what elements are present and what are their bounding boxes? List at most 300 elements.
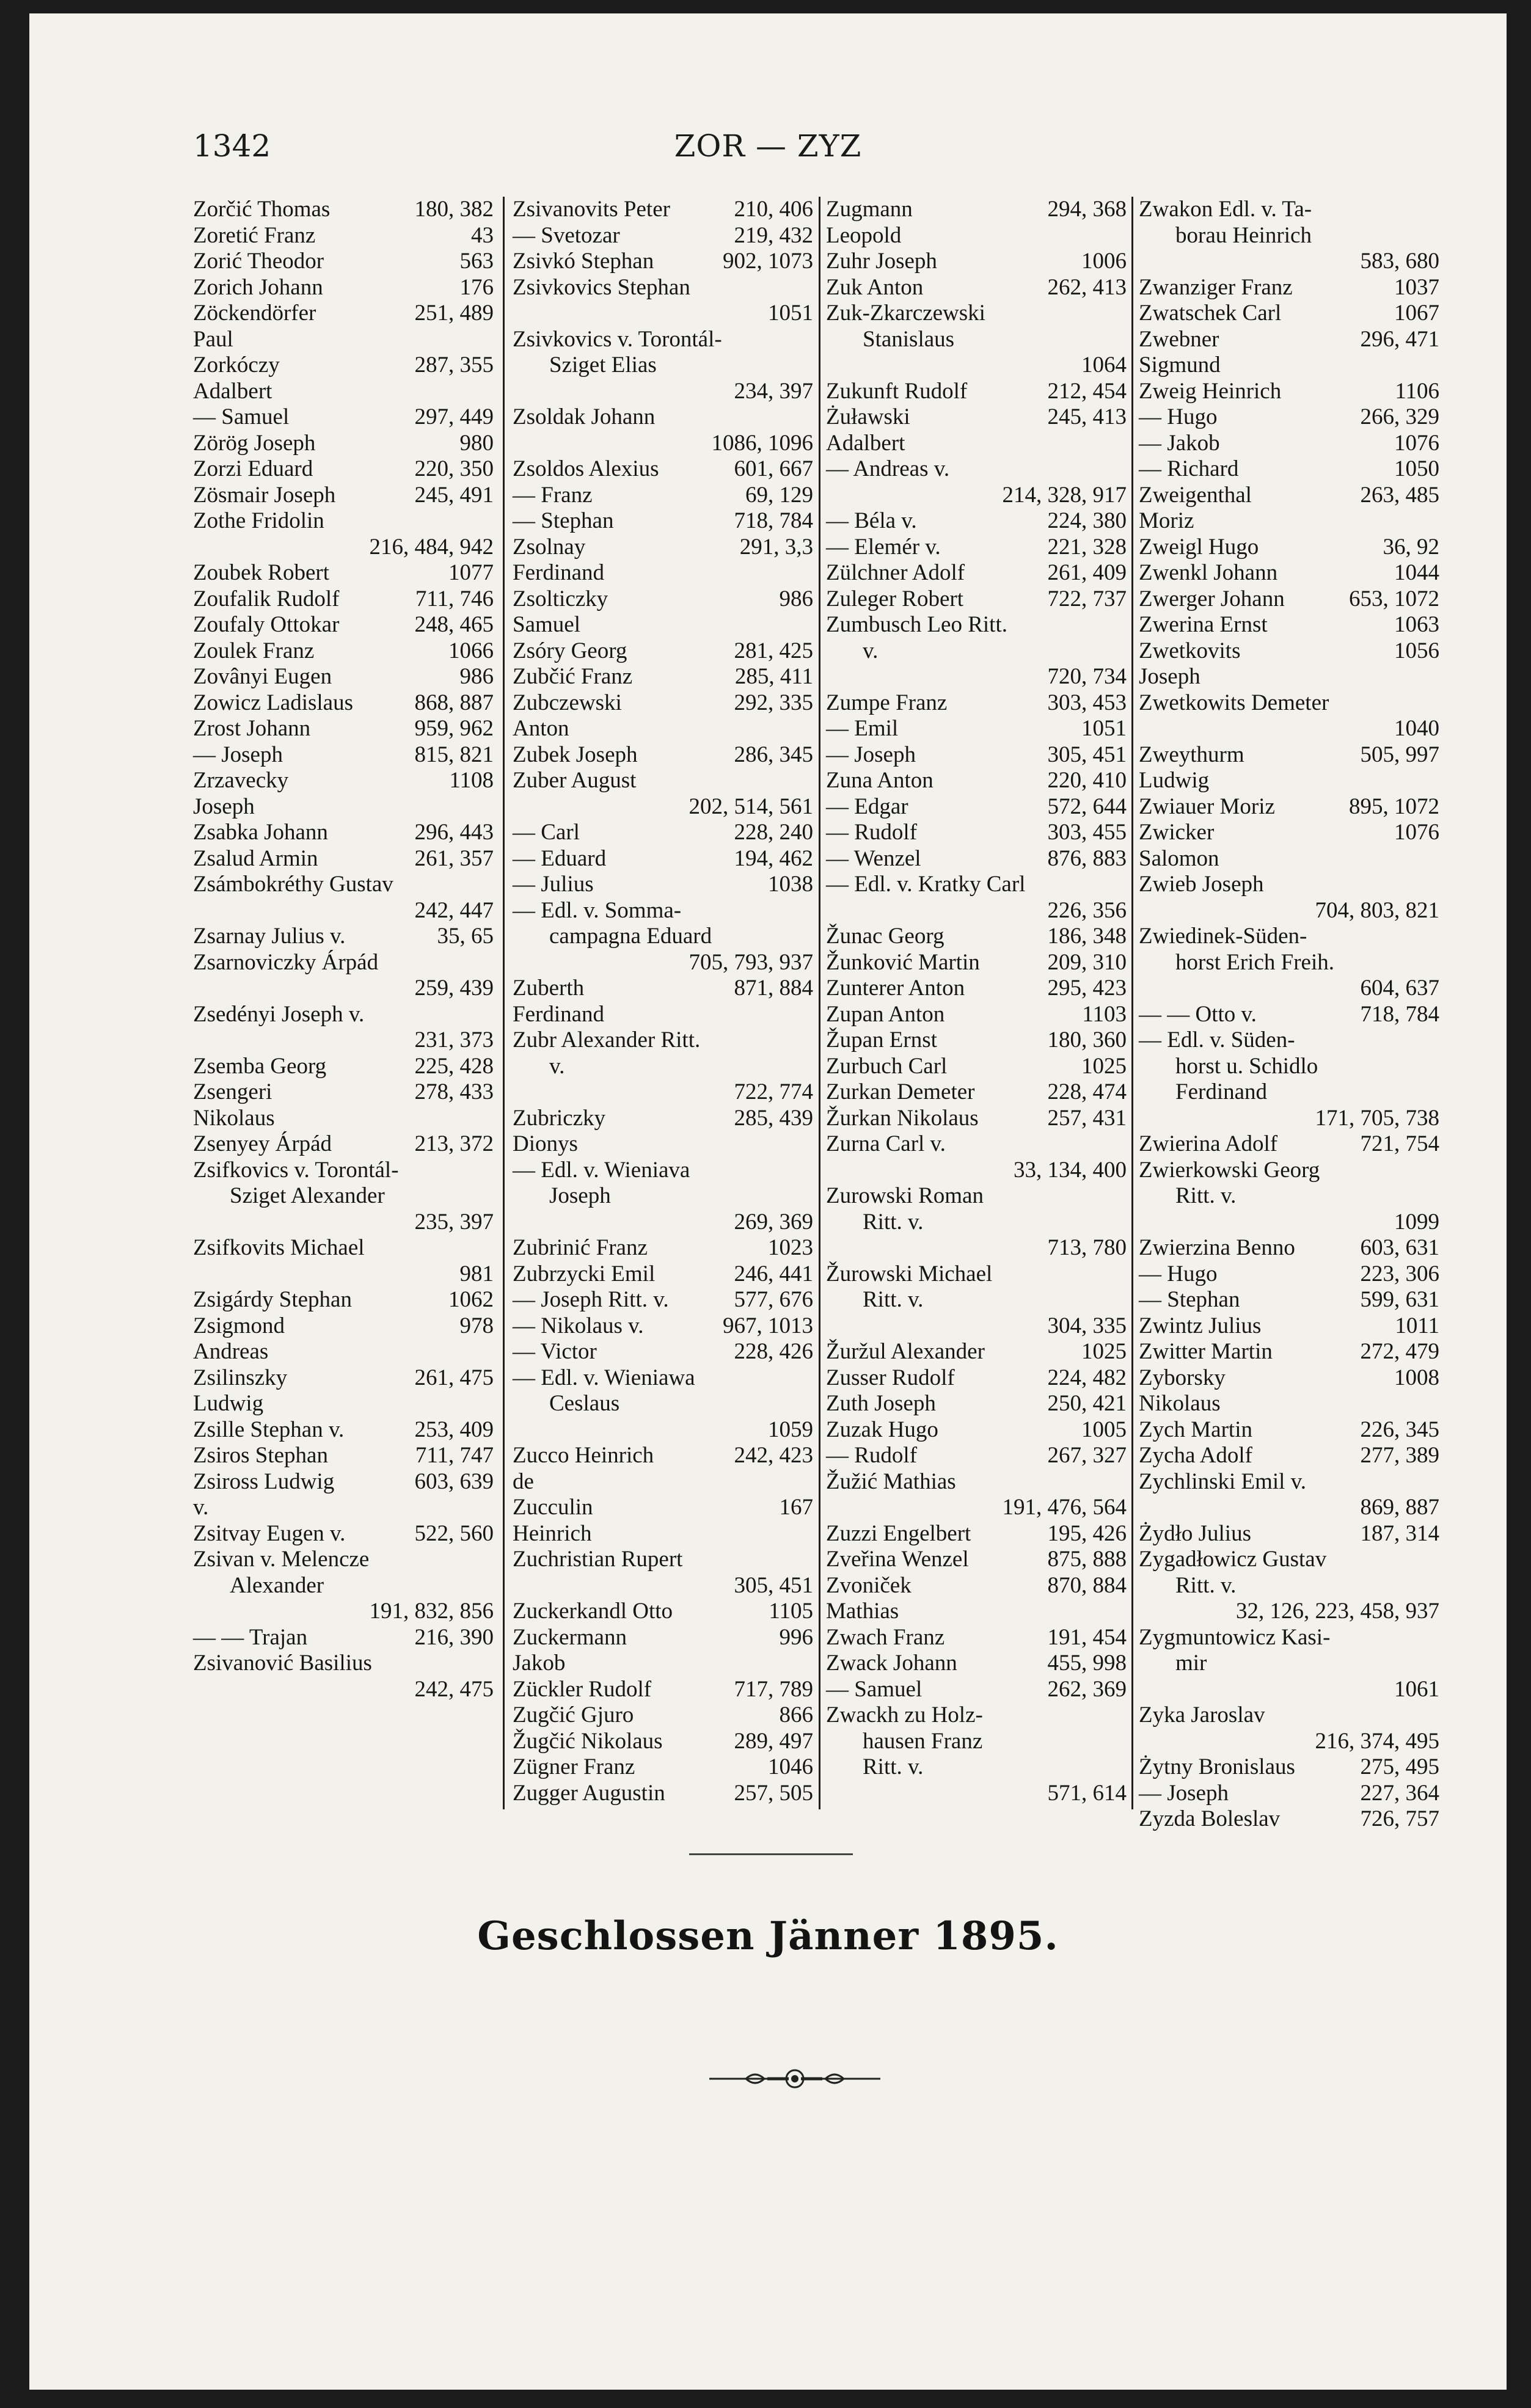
entry-name: Zuna Anton [826,768,934,793]
entry-name: Zülchner Adolf [826,560,965,585]
entry-page-numbers: 705, 793, 937 [689,949,813,975]
entry-page-numbers: 304, 335 [1047,1313,1127,1338]
index-entry [513,197,813,223]
index-entry [513,508,813,535]
entry-name: — Samuel [826,1676,923,1702]
index-entry [1139,1625,1439,1703]
entry-page-numbers: 296, 443 [414,820,494,845]
entry-name-continuation: mir [1175,1651,1207,1676]
entry-name: Zsitvay Eugen v. [193,1520,346,1546]
entry-page-numbers: 214, 328, 917 [1002,482,1127,508]
entry-page-numbers: 522, 560 [414,1520,494,1546]
entry-page-numbers: 1011 [1395,1313,1439,1338]
entry-page-numbers: 870, 884 [1047,1572,1127,1598]
index-entry [193,690,494,717]
entry-name: Zwenkl Johann [1139,560,1278,585]
index-entry [193,508,494,560]
index-entry [826,742,1127,768]
entry-page-numbers: 815, 821 [414,742,494,767]
index-entry [826,1573,1127,1625]
entry-page-numbers: 286, 345 [734,742,813,767]
index-entry [513,1495,813,1547]
entry-name: Zurkan Demeter [826,1079,975,1104]
entry-page-numbers: 986 [779,586,813,611]
entry-page-numbers: 1062 [448,1287,494,1312]
entry-page-numbers: 191, 832, 856 [369,1599,494,1624]
entry-page-numbers: 717, 789 [734,1676,813,1702]
entry-name: Zveřina Wenzel [826,1547,969,1572]
entry-page-numbers: 186, 348 [1047,924,1127,949]
entry-page-numbers: 219, 432 [734,222,813,248]
entry-page-numbers: 294, 368 [1047,197,1127,222]
entry-name: Zsigárdy Stephan [193,1287,352,1312]
index-entry [1139,1443,1439,1469]
entry-name: Zwatschek Carl [1139,301,1282,326]
entry-page-numbers: 167 [779,1495,813,1520]
index-entry [513,768,813,820]
index-entry [513,1754,813,1781]
entry-page-numbers: 291, 3,3 [739,534,813,560]
index-entry [193,742,494,768]
entry-name: Zowicz Ladislaus [193,690,353,715]
entry-page-numbers: 981 [459,1261,494,1286]
entry-name: Zyka Jaroslav [1139,1702,1265,1728]
entry-page-numbers: 33, 134, 400 [1014,1157,1127,1183]
index-entry [193,924,494,950]
index-entry [826,404,1127,456]
entry-name: Zsivkovics v. Torontál- [513,326,722,352]
entry-name: Zurowski Roman [826,1183,984,1208]
index-entry [826,1261,1127,1340]
entry-name: Zucculin Heinrich [513,1495,593,1546]
index-entry [1139,560,1439,586]
index-entry [826,1391,1127,1417]
entry-page-numbers: 262, 369 [1047,1676,1127,1702]
index-entry [513,456,813,483]
index-entry [513,820,813,846]
entry-name: — Joseph [1139,1780,1229,1806]
entry-name: Zubek Joseph [513,742,638,767]
index-entry [1139,1235,1439,1261]
page-number: 1342 [193,128,271,164]
index-entry [193,1417,494,1443]
entry-name: — Elemér v. [826,534,941,560]
entry-name: Zygmuntowicz Kasi- [1139,1624,1331,1650]
entry-page-numbers: 583, 680 [1360,249,1439,274]
index-entry [193,404,494,431]
entry-page-numbers: 1051 [768,301,813,326]
entry-name: Zuber August [513,768,637,793]
entry-name: Zychlinski Emil v. [1139,1469,1307,1494]
entry-name: Zothe Fridolin [193,508,324,533]
index-entry [1139,924,1439,1002]
entry-page-numbers: 245, 413 [1047,404,1127,429]
entry-name: Zsivanović Basilius [193,1651,372,1676]
index-entry [826,1183,1127,1261]
entry-page-numbers: 242, 475 [414,1676,494,1702]
entry-name: Zumpe Franz [826,690,948,715]
entry-name: Zsifkovits Michael [193,1235,365,1260]
index-entry [513,1625,813,1677]
entry-name: — Julius [513,872,594,897]
index-entry [826,197,1127,249]
index-entry [513,690,813,742]
index-entry [193,1547,494,1625]
index-entry [1139,483,1439,535]
entry-page-numbers: 69, 129 [745,482,813,508]
index-entry [1139,690,1439,742]
entry-page-numbers: 246, 441 [734,1261,813,1286]
index-entry [513,1365,813,1443]
entry-page-numbers: 1063 [1394,612,1439,637]
index-entry [826,716,1127,742]
page-header [29,117,1507,184]
entry-name: Zorčić Thomas [193,197,331,222]
entry-name: Zwebner Sigmund [1139,326,1221,378]
index-entry [513,976,813,1027]
index-entry [513,1106,813,1158]
index-entry [826,1417,1127,1443]
index-entry [193,950,494,1002]
entry-page-numbers: 1006 [1081,249,1127,274]
entry-name: — Nikolaus v. [513,1313,644,1338]
index-entry [193,872,494,924]
index-entry [1139,1131,1439,1158]
entry-name: Zusser Rudolf [826,1365,955,1390]
index-entry [1139,586,1439,613]
index-column-4 [1139,197,1439,1833]
entry-page-numbers: 296, 471 [1360,326,1439,352]
entry-name: Zsivan v. Melencze [193,1547,370,1572]
entry-name: Zuchristian Rupert [513,1547,683,1572]
index-entry [193,1521,494,1547]
entry-page-numbers: 1025 [1081,1339,1127,1364]
index-entry [826,508,1127,535]
entry-name: — Carl [513,820,580,845]
entry-page-numbers: 221, 328 [1047,534,1127,560]
entry-page-numbers: 868, 887 [414,690,494,715]
entry-page-numbers: 180, 382 [414,197,494,222]
entry-name: Zweigenthal Moriz [1139,482,1252,533]
index-entry [1139,1547,1439,1625]
index-entry [826,249,1127,275]
entry-page-numbers: 202, 514, 561 [689,794,813,819]
entry-name: Zsigmond Andreas [193,1313,285,1364]
index-entry [826,560,1127,586]
entry-page-numbers: 226, 356 [1047,897,1127,923]
entry-page-numbers: 653, 1072 [1349,586,1439,611]
entry-name: Zuckermann Jakob [513,1624,627,1676]
entry-page-numbers: 603, 631 [1360,1235,1439,1260]
entry-page-numbers: 225, 428 [414,1053,494,1079]
index-entry [513,664,813,690]
index-entry [513,638,813,665]
entry-page-numbers: 212, 454 [1047,378,1127,404]
entry-page-numbers: 248, 465 [414,612,494,637]
entry-name: Zweig Heinrich [1139,378,1282,404]
entry-page-numbers: 263, 485 [1360,482,1439,508]
entry-page-numbers: 869, 887 [1360,1495,1439,1520]
entry-name: Zsóry Georg [513,638,627,663]
entry-name-continuation: Ritt. v. [1175,1183,1237,1208]
entry-name: Zsiross Ludwig v. [193,1469,335,1520]
entry-page-numbers: 1066 [448,638,494,663]
entry-name: — Samuel [193,404,290,429]
index-entry [193,638,494,665]
entry-name: Zsiros Stephan [193,1443,328,1468]
entry-name: Zukunft Rudolf [826,378,968,404]
entry-page-numbers: 1099 [1394,1209,1439,1235]
entry-name: — Hugo [1139,1261,1218,1286]
entry-name: Zubriczky Dionys [513,1105,606,1156]
entry-name-continuation: horst u. Schidlo [1175,1053,1318,1079]
index-entry [513,1158,813,1236]
entry-name: Zsalud Armin [193,845,318,871]
index-entry [826,1677,1127,1703]
index-entry [826,1365,1127,1392]
index-entry [826,456,1127,508]
entry-page-numbers: 213, 372 [414,1131,494,1156]
index-entry [513,872,813,898]
entry-page-numbers: 285, 439 [734,1105,813,1131]
entry-page-numbers: 711, 747 [415,1443,494,1468]
entry-name-continuation: Ceslaus [549,1391,620,1416]
entry-name: Žuržul Alexander [826,1339,985,1364]
index-entry [1139,456,1439,483]
entry-name: — Eduard [513,845,607,871]
entry-name: Žužić Mathias [826,1469,956,1494]
entry-name: Zumbusch Leo Ritt. [826,612,1007,637]
index-entry [513,249,813,275]
index-entry [826,872,1127,924]
entry-page-numbers: 228, 426 [734,1339,813,1364]
entry-page-numbers: 191, 454 [1047,1624,1127,1650]
entry-name: Zwerina Ernst [1139,612,1268,637]
entry-page-numbers: 1038 [768,872,813,897]
index-entry [1139,794,1439,820]
entry-page-numbers: 216, 390 [414,1624,494,1650]
entry-name: Zösmair Joseph [193,482,336,508]
entry-name: Zwanziger Franz [1139,274,1293,300]
index-entry [193,483,494,509]
entry-page-numbers: 303, 455 [1047,820,1127,845]
entry-name: Żytny Bronislaus [1139,1754,1295,1779]
column-divider [1131,197,1133,1809]
index-entry [513,1443,813,1495]
entry-name: — Franz [513,482,593,508]
index-entry [826,950,1127,976]
entry-name: Zugčić Gjuro [513,1702,634,1728]
index-entry [826,846,1127,872]
entry-page-numbers: 996 [779,1624,813,1650]
entry-name: Zurna Carl v. [826,1131,946,1156]
entry-page-numbers: 36, 92 [1383,534,1439,560]
index-entry [513,1313,813,1340]
entry-name: — Edl. v. Wieniawa [513,1365,695,1390]
entry-page-numbers: 721, 754 [1360,1131,1439,1156]
entry-page-numbers: 305, 451 [1047,742,1127,767]
index-entry [1139,1417,1439,1443]
index-entry [513,223,813,249]
entry-page-numbers: 1061 [1394,1676,1439,1702]
entry-name: Zwack Johann [826,1651,957,1676]
index-entry [1139,1365,1439,1417]
index-entry [513,1677,813,1703]
entry-name: Zsabka Johann [193,820,328,845]
index-entry [1139,1754,1439,1781]
entry-name: — Rudolf [826,820,918,845]
entry-name: Zwintz Julius [1139,1313,1262,1338]
entry-name: Zsolnay Ferdinand [513,534,605,585]
entry-page-numbers: 1103 [1082,1001,1127,1027]
entry-page-numbers: 234, 397 [734,378,813,404]
entry-name: Zuk-Zkarczewski [826,301,985,326]
index-entry [193,1002,494,1054]
entry-page-numbers: 195, 426 [1047,1520,1127,1546]
index-entry [193,1313,494,1365]
entry-page-numbers: 713, 780 [1047,1235,1127,1260]
entry-name: Zubčić Franz [513,664,633,689]
index-entry [513,535,813,586]
index-entry [1139,638,1439,690]
entry-name-continuation: hausen Franz [863,1728,983,1754]
entry-name: Zsenyey Árpád [193,1131,332,1156]
index-entry [513,1729,813,1755]
index-entry [826,1131,1127,1183]
entry-page-numbers: 875, 888 [1047,1547,1127,1572]
entry-name: Zügner Franz [513,1754,635,1779]
entry-name: Zsoldos Alexius [513,456,659,481]
entry-page-numbers: 257, 431 [1047,1105,1127,1131]
entry-name: Zupan Anton [826,1001,945,1027]
entry-name: Zoubek Robert [193,560,329,585]
entry-name: Zwetkowits Demeter [1139,690,1329,715]
entry-name: Zwierkowski Georg [1139,1157,1320,1183]
entry-page-numbers: 895, 1072 [1349,794,1439,819]
index-entry [1139,820,1439,872]
footer-divider [689,1853,853,1855]
entry-name: Zsilinszky Ludwig [193,1365,288,1416]
index-entry [513,1027,813,1106]
entry-page-numbers: 866 [779,1702,813,1728]
index-entry [193,664,494,690]
index-entry [513,1339,813,1365]
index-entry [193,1469,494,1521]
entry-page-numbers: 563 [459,249,494,274]
entry-name: Zwieb Joseph [1139,872,1264,897]
entry-name: Zvoniček Mathias [826,1572,912,1624]
entry-page-numbers: 1067 [1394,301,1439,326]
entry-name: Zwierzina Benno [1139,1235,1295,1260]
entry-name: — Svetozar [513,222,620,248]
entry-name: Zöckendörfer Paul [193,301,316,352]
entry-page-numbers: 571, 614 [1047,1780,1127,1806]
entry-name: — Edl. v. Kratky Carl [826,872,1026,897]
entry-name: Zuckerkandl Otto [513,1599,673,1624]
entry-name: Zsivanovits Peter [513,197,670,222]
entry-page-numbers: 1105 [769,1599,813,1624]
index-entry [826,1443,1127,1469]
index-entry [1139,1702,1439,1754]
entry-page-numbers: 278, 433 [414,1079,494,1104]
entry-page-numbers: 718, 784 [734,508,813,533]
entry-page-numbers: 171, 705, 738 [1315,1105,1439,1131]
entry-page-numbers: 871, 884 [734,976,813,1001]
index-entry [513,1702,813,1729]
entry-page-numbers: 250, 421 [1047,1391,1127,1416]
entry-page-numbers: 1076 [1394,430,1439,456]
entry-name-continuation: Ritt. v. [863,1287,924,1312]
entry-name: — Joseph [826,742,916,767]
entry-page-numbers: 176 [459,274,494,300]
index-entry [1139,327,1439,379]
entry-name: Zubczewski Anton [513,690,622,741]
entry-page-numbers: 245, 491 [414,482,494,508]
entry-name: Zsámbokréthy Gustav [193,872,393,897]
index-entry [1139,1002,1439,1028]
entry-name: — Joseph [193,742,283,767]
entry-name: Žurowski Michael [826,1261,993,1286]
index-entry [826,612,1127,690]
entry-name: — Hugo [1139,404,1218,429]
running-title: ZOR — ZYZ [674,128,862,164]
index-entry [826,275,1127,301]
entry-name: Zucco Heinrich de [513,1443,654,1494]
entry-name: Zuleger Robert [826,586,963,611]
entry-name: Zoulek Franz [193,638,315,663]
entry-name: Zorić Theodor [193,249,324,274]
index-entry [826,1625,1127,1651]
index-entry [193,1131,494,1158]
entry-page-numbers: 35, 65 [437,924,494,949]
index-entry [513,1781,813,1807]
entry-name: Zsille Stephan v. [193,1417,345,1442]
index-entry [1139,612,1439,638]
index-entry [193,1365,494,1417]
entry-name: Zsarnoviczky Árpád [193,949,379,975]
entry-name: Zyborsky Nikolaus [1139,1365,1226,1416]
entry-name-continuation: Stanislaus [863,326,955,352]
entry-page-numbers: 704, 803, 821 [1315,897,1439,923]
entry-page-numbers: 572, 644 [1047,794,1127,819]
entry-page-numbers: 297, 449 [414,404,494,429]
entry-name: Zubrzycki Emil [513,1261,656,1286]
entry-name: — Victor [513,1339,597,1364]
entry-page-numbers: 604, 637 [1360,976,1439,1001]
entry-name: — Emil [826,716,899,741]
entry-page-numbers: 980 [459,430,494,456]
index-entry [193,197,494,223]
entry-name-continuation: Ritt. v. [863,1754,924,1779]
entry-page-numbers: 601, 667 [734,456,813,481]
index-entry [826,924,1127,950]
entry-page-numbers: 876, 883 [1047,845,1127,871]
index-entry [193,456,494,483]
entry-page-numbers: 242, 423 [734,1443,813,1468]
entry-name: Zuhr Joseph [826,249,937,274]
index-entry [1139,379,1439,405]
index-entry [826,586,1127,613]
entry-name: Zuth Joseph [826,1391,936,1416]
closing-note: Geschlossen Jänner 1895. [477,1913,1059,1959]
entry-name: Zycha Adolf [1139,1443,1252,1468]
entry-page-numbers: 261, 357 [414,845,494,871]
entry-page-numbers: 287, 355 [414,352,494,378]
index-entry [826,379,1127,405]
entry-page-numbers: 275, 495 [1360,1754,1439,1779]
index-entry [193,768,494,820]
index-entry [193,846,494,872]
